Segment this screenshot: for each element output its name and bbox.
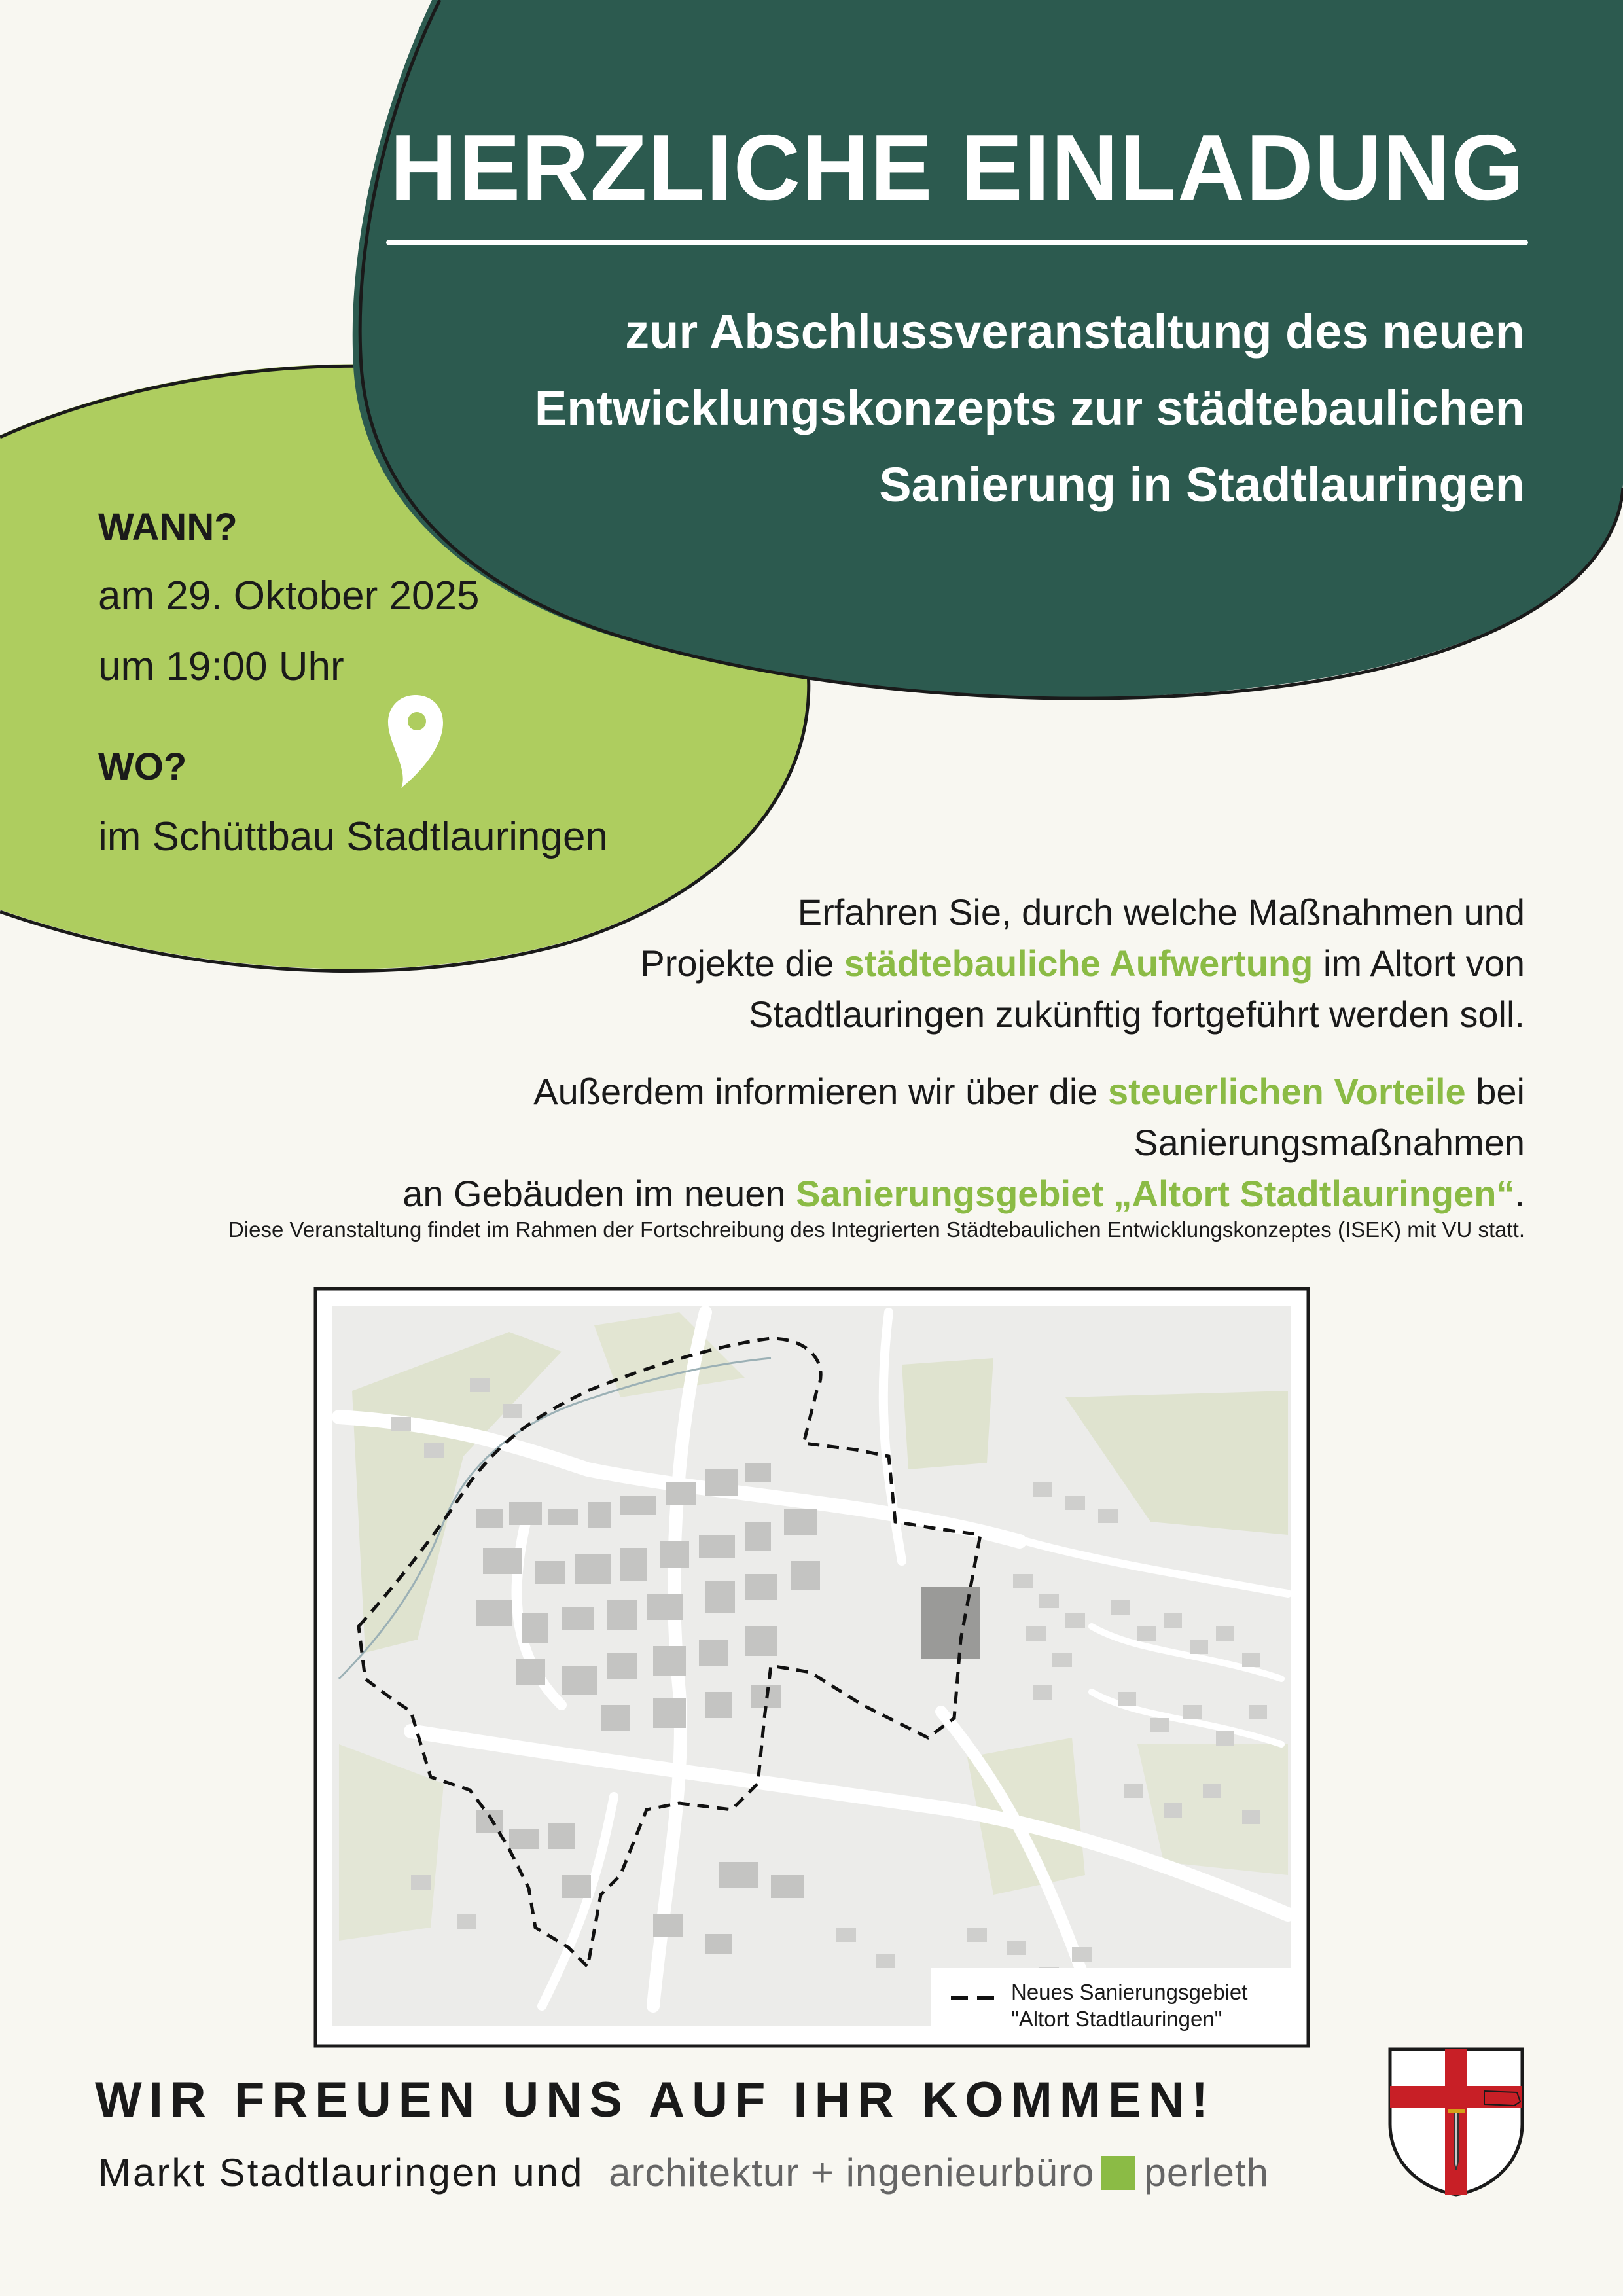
- event-location: im Schüttbau Stadtlauringen: [98, 814, 608, 859]
- intro-text-line: im Altort von: [1313, 942, 1525, 984]
- legend-label: "Altort Stadtlauringen": [1011, 2007, 1222, 2031]
- intro-text: [281, 887, 1525, 1246]
- location-pin-icon: [383, 692, 448, 791]
- intro-text-line: an Gebäuden im neuen: [402, 1173, 796, 1214]
- highlight-steuer: steuerlichen Vorteile: [1107, 1071, 1466, 1112]
- subtitle-line: Sanierung in Stadtlauringen: [879, 457, 1525, 512]
- intro-paragraph-1: [281, 887, 1525, 1040]
- invitation-subtitle: [347, 293, 1525, 523]
- partner-name: perleth: [1144, 2151, 1269, 2195]
- intro-text-line: bei Sanierungsmaßnahmen: [1133, 1071, 1525, 1163]
- where-heading: WO?: [98, 745, 187, 788]
- subtitle-line: Entwicklungskonzepts zur städtebaulichen: [534, 381, 1525, 435]
- event-date: am 29. Oktober 2025: [98, 573, 480, 619]
- organizers: [98, 2150, 1269, 2195]
- invitation-title: HERZLICHE EINLADUNG: [389, 116, 1525, 220]
- title-divider: [386, 240, 1528, 245]
- coat-of-arms-icon: [1386, 2045, 1526, 2197]
- intro-text-line: .: [1514, 1173, 1525, 1214]
- site-map: [313, 1286, 1311, 2049]
- partner-logo: [609, 2151, 1269, 2195]
- legend-label: Neues Sanierungsgebiet: [1011, 1980, 1248, 2004]
- organizer-name: Markt Stadtlauringen und: [98, 2151, 584, 2195]
- intro-text-line: Außerdem informieren wir über die: [533, 1071, 1108, 1112]
- highlight-gebiet: Sanierungsgebiet „Altort Stadtlauringen“: [796, 1173, 1515, 1214]
- highlight-aufwertung: städtebauliche Aufwertung: [844, 942, 1313, 984]
- intro-text-line: Stadtlauringen zukünftig fortgeführt werden soll.: [748, 994, 1525, 1035]
- partner-name: architektur + ingenieurbüro: [609, 2151, 1095, 2195]
- intro-text-line: Erfahren Sie, durch welche Maßnahmen und: [797, 891, 1525, 933]
- intro-paragraph-2: [281, 1066, 1525, 1219]
- subtitle-line: zur Abschlussveranstaltung des neuen: [625, 304, 1525, 359]
- event-time: um 19:00 Uhr: [98, 644, 344, 689]
- intro-text-line: Projekte die: [640, 942, 844, 984]
- green-square-icon: [1101, 2156, 1135, 2190]
- when-heading: WANN?: [98, 506, 238, 548]
- closing-headline: WIR FREUEN UNS AUF IHR KOMMEN!: [95, 2072, 1215, 2128]
- fine-print: Diese Veranstaltung findet im Rahmen der Fortschreibung des Integrierten Städtebaulichen Entwicklungskonzeptes (ISEK) mit VU statt.: [228, 1217, 1525, 1242]
